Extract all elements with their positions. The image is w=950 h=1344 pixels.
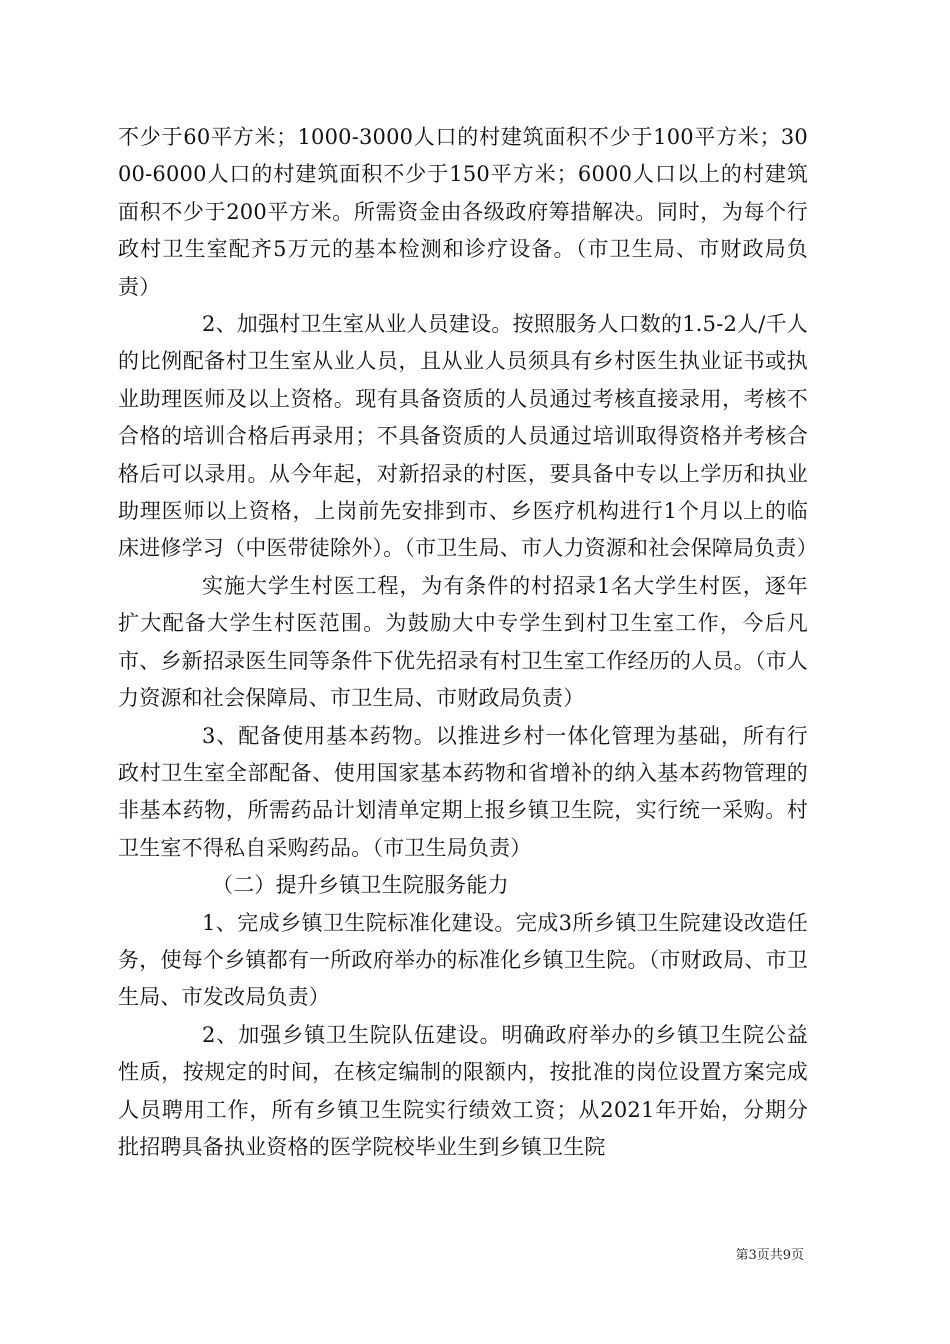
document-body (118, 119, 818, 1166)
paragraph-staff-construction: 2、加强村卫生室从业人员建设。按照服务人口数的1.5-2人/千人的比例配备村卫生室从业人员，且从业人员须具有乡村医生执业证书或执业助理医师及以上资格。现有具备资质的人员通过考核直接录用，考核不合格的培训合格后再录用；不具备资质的人员通过培训取得资格并考核合格后可以录用。从今年起，对新招录的村医，要具备中专以上学历和执业助理医师以上资格，上岗前先安排到市、乡医疗机构进行1个月以上的临床进修学习（中医带徒除外）。（市卫生局、市人力资源和社会保障局负责） (118, 312, 818, 561)
page-number: 第3页共9页 (735, 1248, 804, 1263)
paragraph-graduate-doctors: 实施大学生村医工程，为有条件的村招录1名大学生村医，逐年扩大配备大学生村医范围。为鼓励大中专学生到村卫生室工作，今后凡市、乡新招录医生同等条件下优先招录有村卫生室工作经历的人员。（市人力资源和社会保障局、市卫生局、市财政局负责） (118, 573, 808, 711)
paragraph-basic-drugs: 3、配备使用基本药物。以推进乡村一体化管理为基础，所有行政村卫生室全部配备、使用国家基本药物和省增补的纳入基本药物管理的非基本药物，所需药品计划清单定期上报乡镇卫生院，实行统一采购。村卫生室不得私自采购药品。（市卫生局负责） (118, 723, 808, 860)
paragraph-building-area: 不少于60平方米；1000-3000人口的村建筑面积不少于100平方米；3000-6000人口的村建筑面积不少于150平方米；6000人口以上的村建筑面积不少于200平方米。所需资金由各级政府筹措解决。同时，为每个行政村卫生室配齐5万元的基本检测和诊疗设备。（市卫生局、市财政局负责） (118, 125, 808, 299)
paragraph-township-standardization: 1、完成乡镇卫生院标准化建设。完成3所乡镇卫生院建设改造任务，使每个乡镇都有一所政府举办的标准化乡镇卫生院。（市财政局、市卫生局、市发改局负责） (118, 910, 808, 1010)
section-heading: （二）提升乡镇卫生院服务能力 (212, 873, 509, 898)
paragraph-township-staff: 2、加强乡镇卫生院队伍建设。明确政府举办的乡镇卫生院公益性质，按规定的时间，在核定编制的限额内，按批准的岗位设置方案完成人员聘用工作，所有乡镇卫生院实行绩效工资；从2021年开始，分期分批招聘具备执业资格的医学院校毕业生到乡镇卫生院 (118, 1022, 808, 1159)
